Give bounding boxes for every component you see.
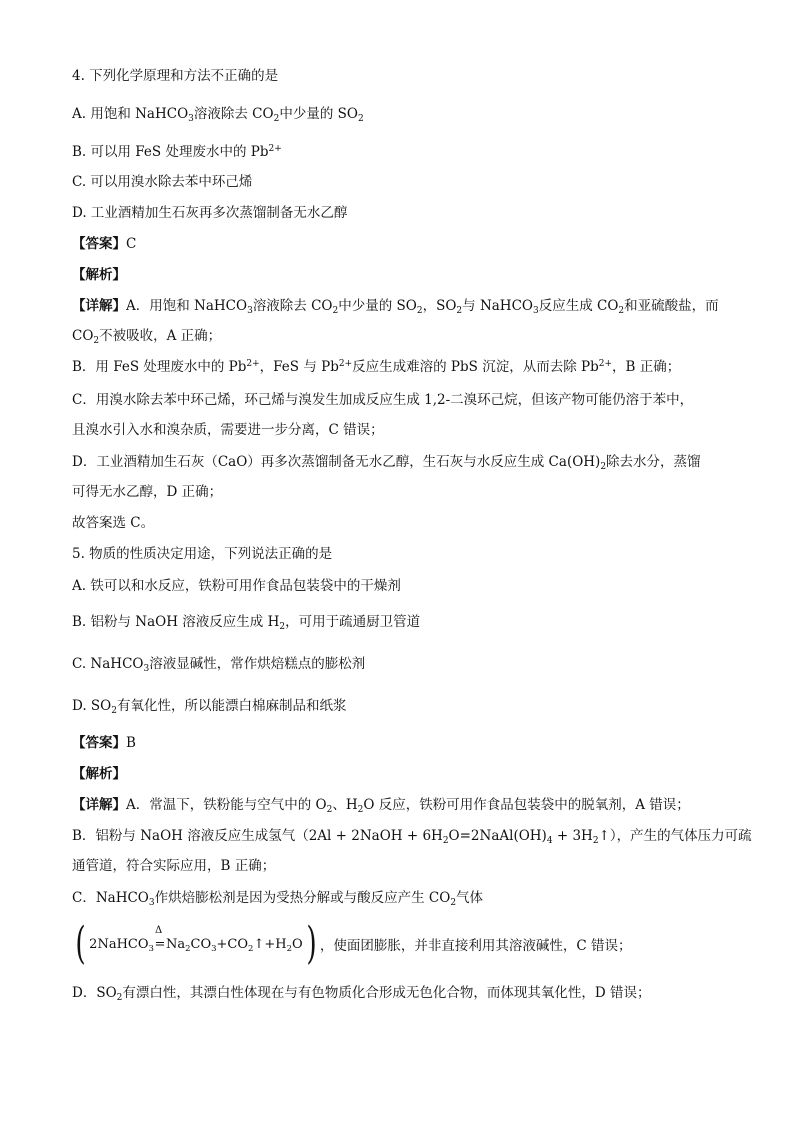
q4-detail-line-1: 【详解】A．用饱和 NaHCO$_3$溶液除去 $CO_2$中少量的 $SO_2$，$SO_2$与 NaHCO$_3$反应生成 $CO_2$和亚硫酸盐，而 [72, 298, 719, 316]
q5-option-a: A. 铁可以和水反应，铁粉可用作食品包装袋中的干燥剂 [72, 578, 401, 594]
q4-conclusion: 故答案选 C。 [72, 515, 155, 531]
q5-answer: 【答案】B [72, 735, 136, 751]
q4-analysis-label: 【解析】 [72, 267, 126, 283]
q4-detail-line-4: C．用溴水除去苯中环己烯，环己烯与溴发生加成反应生成 1,2-二溴环己烷，但该产物可能仍溶于苯中， [72, 392, 694, 408]
heat-equals-sign: Δ = [154, 924, 166, 952]
formula-explanation: ，使面团膨胀，并非直接利用其溶液碱性，C 错误； [319, 938, 632, 954]
decomposition-equation-line [72, 918, 632, 969]
q4-detail-line-7: 可得无水乙醇，D 正确； [72, 484, 223, 500]
q5-detail-line-3: 通管道，符合实际应用，B 正确； [72, 858, 276, 874]
q5-option-d: D. $SO_2$有氧化性，所以能漂白棉麻制品和纸浆 [72, 698, 347, 716]
q5-stem: 5. 物质的性质决定用途，下列说法正确的是 [72, 546, 333, 562]
q4-detail-line-6: D．工业酒精加生石灰（CaO）再多次蒸馏制备无水乙醇，生石灰与水反应生成 $Ca(OH)_2$除去水分，蒸馏 [72, 454, 701, 472]
q5-option-b: B. 铝粉与 NaOH 溶液反应生成 $H_2$，可用于疏通厨卫管道 [72, 614, 421, 632]
q4-option-a: A. 用饱和 NaHCO$_3$溶液除去 $CO_2$中少量的 $SO_2$ [72, 106, 364, 124]
q4-detail-line-5: 且溴水引入水和溴杂质，需要进一步分离，C 错误； [72, 422, 384, 438]
q5-detail-line-4: C．NaHCO$_3$作烘焙膨松剂是因为受热分解或与酸反应产生 $CO_2$气体 [72, 890, 484, 908]
q4-option-d: D. 工业酒精加生石灰再多次蒸馏制备无水乙醇 [72, 205, 348, 221]
q4-stem: 4. 下列化学原理和方法不正确的是 [72, 68, 279, 84]
q5-analysis-label: 【解析】 [72, 766, 126, 782]
right-parenthesis: ) [306, 918, 317, 969]
q4-detail-line-2: $CO_2$不被吸收，A 正确； [72, 328, 222, 346]
left-parenthesis: ( [75, 918, 86, 969]
q4-option-b: B. 可以用 FeS 处理废水中的 $Pb^{2+}$ [72, 144, 282, 160]
decomposition-equation: 2NaHCO$_3$ Δ $=Na_2CO_3+CO_2↑+H_2O$ [89, 924, 303, 954]
q4-detail-line-3: B．用 FeS 处理废水中的 $Pb^{2+}$，FeS 与 $Pb^{2+}$反应生成难溶的 PbS 沉淀，从而去除 $Pb^{2+}$，B 正确； [72, 359, 681, 375]
q4-answer: 【答案】C [72, 236, 137, 252]
q5-option-c: C. NaHCO$_3$溶液显碱性，常作烘焙糕点的膨松剂 [72, 656, 366, 674]
q4-option-c: C. 可以用溴水除去苯中环己烯 [72, 174, 253, 190]
answer-label: 【答案】 [72, 236, 126, 252]
q5-detail-line-5: D．$SO_2$有漂白性，其漂白性体现在与有色物质化合形成无色化合物，而体现其氧化性，D 错误； [72, 985, 651, 1003]
q5-detail-line-1: 【详解】A．常温下，铁粉能与空气中的 $O_2$、$H_2O$ 反应，铁粉可用作食品包装袋中的脱氧剂，A 错误； [72, 797, 690, 815]
answer-label: 【答案】 [72, 735, 126, 751]
q5-detail-line-2: B．铝粉与 NaOH 溶液反应生成氢气（2Al + 2NaOH + $6H_2O=2NaAl(OH)_4$ + $3H_2↑$），产生的气体压力可疏 [72, 828, 752, 846]
